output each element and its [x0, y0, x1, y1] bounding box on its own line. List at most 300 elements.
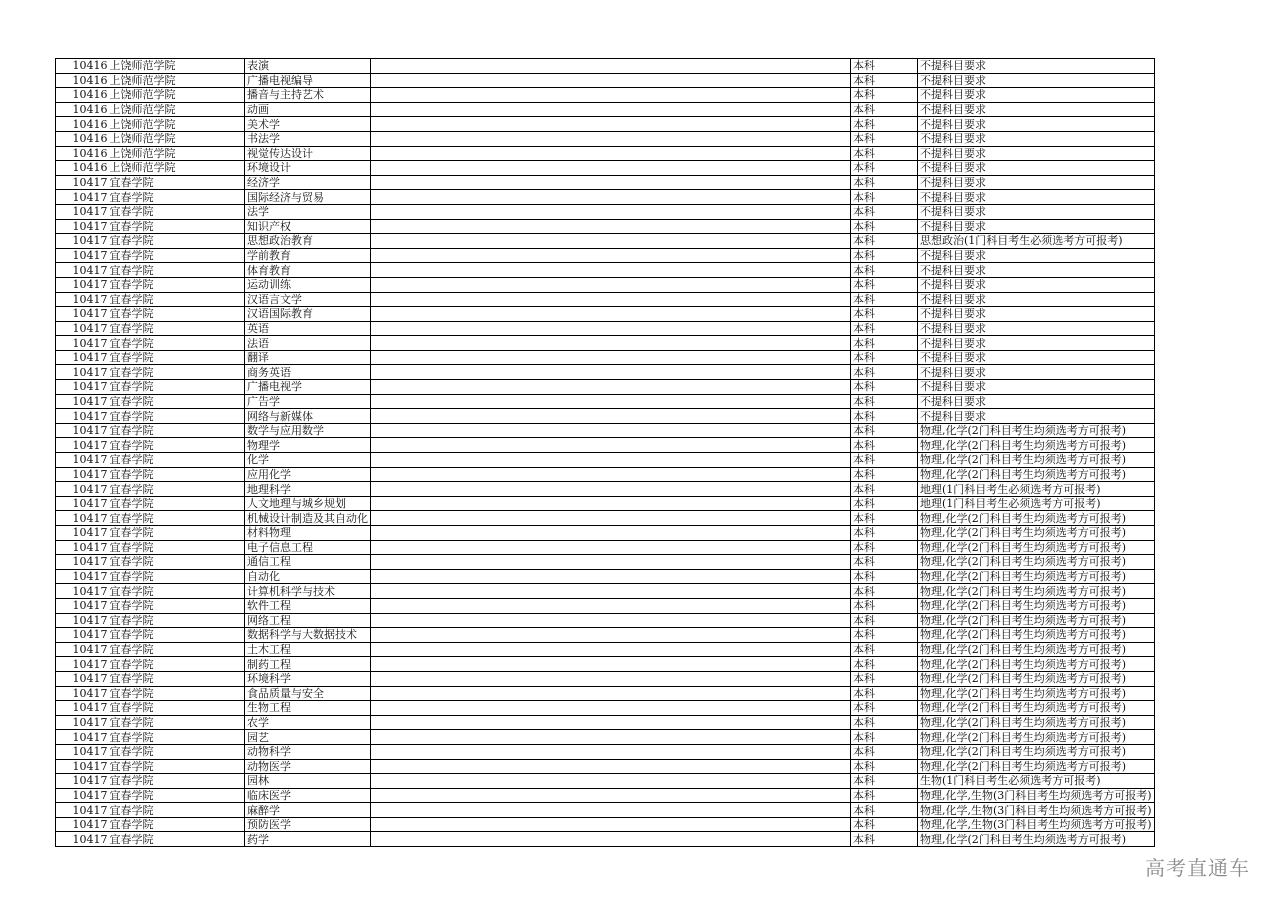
blank-cell: [371, 350, 851, 365]
blank-cell: [371, 598, 851, 613]
school-name-cell: 宜春学院: [109, 394, 245, 409]
subject-requirement-cell: 物理,化学(2门科目考生均须选考方可报考): [918, 423, 1155, 438]
education-level-cell: 本科: [851, 409, 918, 424]
table-row: [56, 161, 1155, 176]
blank-cell: [371, 511, 851, 526]
education-level-cell: 本科: [851, 759, 918, 774]
blank-cell: [371, 409, 851, 424]
major-name-cell: 美术学: [245, 117, 371, 132]
education-level-cell: 本科: [851, 219, 918, 234]
school-code-cell: 10417: [56, 774, 109, 789]
blank-cell: [371, 803, 851, 818]
subject-requirement-cell: 物理,化学(2门科目考生均须选考方可报考): [918, 453, 1155, 468]
subject-requirement-cell: 物理,化学(2门科目考生均须选考方可报考): [918, 555, 1155, 570]
blank-cell: [371, 671, 851, 686]
education-level-cell: 本科: [851, 117, 918, 132]
major-name-cell: 视觉传达设计: [245, 146, 371, 161]
table-row: [56, 438, 1155, 453]
subject-requirement-cell: 物理,化学(2门科目考生均须选考方可报考): [918, 701, 1155, 716]
major-name-cell: 临床医学: [245, 788, 371, 803]
school-name-cell: 宜春学院: [109, 292, 245, 307]
table-row: [56, 496, 1155, 511]
table-row: [56, 657, 1155, 672]
blank-cell: [371, 380, 851, 395]
blank-cell: [371, 131, 851, 146]
table-row: [56, 642, 1155, 657]
major-name-cell: 数据科学与大数据技术: [245, 628, 371, 643]
school-name-cell: 宜春学院: [109, 569, 245, 584]
school-code-cell: 10417: [56, 204, 109, 219]
school-code-cell: 10417: [56, 234, 109, 249]
school-name-cell: 上饶师范学院: [109, 117, 245, 132]
school-name-cell: 宜春学院: [109, 686, 245, 701]
blank-cell: [371, 496, 851, 511]
table-row: [56, 365, 1155, 380]
subject-requirement-cell: 物理,化学(2门科目考生均须选考方可报考): [918, 686, 1155, 701]
blank-cell: [371, 307, 851, 322]
blank-cell: [371, 628, 851, 643]
school-code-cell: 10417: [56, 336, 109, 351]
major-name-cell: 法语: [245, 336, 371, 351]
subject-requirement-cell: 思想政治(1门科目考生必须选考方可报考): [918, 234, 1155, 249]
subject-requirement-cell: 物理,化学(2门科目考生均须选考方可报考): [918, 715, 1155, 730]
blank-cell: [371, 759, 851, 774]
blank-cell: [371, 817, 851, 832]
education-level-cell: 本科: [851, 102, 918, 117]
school-code-cell: 10417: [56, 657, 109, 672]
school-name-cell: 宜春学院: [109, 832, 245, 847]
blank-cell: [371, 146, 851, 161]
major-name-cell: 人文地理与城乡规划: [245, 496, 371, 511]
table-row: [56, 175, 1155, 190]
school-code-cell: 10416: [56, 117, 109, 132]
school-code-cell: 10417: [56, 423, 109, 438]
school-name-cell: 宜春学院: [109, 277, 245, 292]
major-name-cell: 网络与新媒体: [245, 409, 371, 424]
watermark: 高考直通车: [1145, 856, 1250, 880]
blank-cell: [371, 394, 851, 409]
blank-cell: [371, 59, 851, 74]
subject-requirement-cell: 地理(1门科目考生必须选考方可报考): [918, 496, 1155, 511]
subject-requirement-cell: 不提科目要求: [918, 190, 1155, 205]
major-name-cell: 书法学: [245, 131, 371, 146]
education-level-cell: 本科: [851, 832, 918, 847]
school-code-cell: 10416: [56, 161, 109, 176]
table-row: [56, 540, 1155, 555]
school-code-cell: 10417: [56, 365, 109, 380]
school-code-cell: 10417: [56, 482, 109, 497]
major-name-cell: 化学: [245, 453, 371, 468]
school-code-cell: 10417: [56, 438, 109, 453]
education-level-cell: 本科: [851, 365, 918, 380]
blank-cell: [371, 555, 851, 570]
school-name-cell: 宜春学院: [109, 526, 245, 541]
table-row: [56, 569, 1155, 584]
major-name-cell: 运动训练: [245, 277, 371, 292]
subject-requirement-cell: 不提科目要求: [918, 248, 1155, 263]
subject-requirement-cell: 不提科目要求: [918, 131, 1155, 146]
blank-cell: [371, 248, 851, 263]
subject-requirement-cell: 不提科目要求: [918, 307, 1155, 322]
school-code-cell: 10417: [56, 175, 109, 190]
blank-cell: [371, 292, 851, 307]
education-level-cell: 本科: [851, 467, 918, 482]
subject-requirement-cell: 不提科目要求: [918, 175, 1155, 190]
table-row: [56, 307, 1155, 322]
school-code-cell: 10416: [56, 131, 109, 146]
subject-requirement-cell: 物理,化学(2门科目考生均须选考方可报考): [918, 511, 1155, 526]
school-code-cell: 10417: [56, 350, 109, 365]
school-name-cell: 宜春学院: [109, 438, 245, 453]
school-name-cell: 宜春学院: [109, 496, 245, 511]
subject-requirement-cell: 物理,化学(2门科目考生均须选考方可报考): [918, 438, 1155, 453]
subject-requirement-cell: 不提科目要求: [918, 219, 1155, 234]
major-name-cell: 麻醉学: [245, 803, 371, 818]
blank-cell: [371, 336, 851, 351]
table-row: [56, 715, 1155, 730]
table-row: [56, 613, 1155, 628]
major-name-cell: 材料物理: [245, 526, 371, 541]
school-name-cell: 宜春学院: [109, 234, 245, 249]
major-name-cell: 汉语国际教育: [245, 307, 371, 322]
blank-cell: [371, 102, 851, 117]
major-name-cell: 动物医学: [245, 759, 371, 774]
school-name-cell: 宜春学院: [109, 365, 245, 380]
education-level-cell: 本科: [851, 555, 918, 570]
major-name-cell: 应用化学: [245, 467, 371, 482]
subject-requirement-cell: 地理(1门科目考生必须选考方可报考): [918, 482, 1155, 497]
school-name-cell: 宜春学院: [109, 409, 245, 424]
subject-requirement-cell: 不提科目要求: [918, 263, 1155, 278]
school-code-cell: 10417: [56, 788, 109, 803]
school-code-cell: 10416: [56, 59, 109, 74]
major-name-cell: 环境科学: [245, 671, 371, 686]
subject-requirement-cell: 不提科目要求: [918, 394, 1155, 409]
school-name-cell: 宜春学院: [109, 219, 245, 234]
school-name-cell: 宜春学院: [109, 540, 245, 555]
blank-cell: [371, 832, 851, 847]
subject-requirement-cell: 物理,化学,生物(3门科目考生均须选考方可报考): [918, 817, 1155, 832]
subject-requirement-cell: 物理,化学(2门科目考生均须选考方可报考): [918, 584, 1155, 599]
blank-cell: [371, 730, 851, 745]
blank-cell: [371, 715, 851, 730]
table-row: [56, 190, 1155, 205]
major-name-cell: 通信工程: [245, 555, 371, 570]
education-level-cell: 本科: [851, 774, 918, 789]
table-row: [56, 803, 1155, 818]
major-name-cell: 商务英语: [245, 365, 371, 380]
school-name-cell: 宜春学院: [109, 482, 245, 497]
school-name-cell: 宜春学院: [109, 671, 245, 686]
school-name-cell: 宜春学院: [109, 759, 245, 774]
school-name-cell: 宜春学院: [109, 307, 245, 322]
school-name-cell: 宜春学院: [109, 423, 245, 438]
table-row: [56, 671, 1155, 686]
school-code-cell: 10417: [56, 380, 109, 395]
subject-requirement-cell: 不提科目要求: [918, 88, 1155, 103]
blank-cell: [371, 175, 851, 190]
education-level-cell: 本科: [851, 482, 918, 497]
school-name-cell: 宜春学院: [109, 204, 245, 219]
blank-cell: [371, 219, 851, 234]
school-name-cell: 上饶师范学院: [109, 59, 245, 74]
school-code-cell: 10417: [56, 642, 109, 657]
education-level-cell: 本科: [851, 598, 918, 613]
education-level-cell: 本科: [851, 234, 918, 249]
school-code-cell: 10417: [56, 701, 109, 716]
education-level-cell: 本科: [851, 73, 918, 88]
school-code-cell: 10417: [56, 598, 109, 613]
subject-requirement-cell: 不提科目要求: [918, 292, 1155, 307]
major-name-cell: 自动化: [245, 569, 371, 584]
education-level-cell: 本科: [851, 394, 918, 409]
school-code-cell: 10417: [56, 555, 109, 570]
education-level-cell: 本科: [851, 248, 918, 263]
major-name-cell: 国际经济与贸易: [245, 190, 371, 205]
table-row: [56, 350, 1155, 365]
school-code-cell: 10417: [56, 759, 109, 774]
school-code-cell: 10417: [56, 817, 109, 832]
blank-cell: [371, 453, 851, 468]
major-name-cell: 播音与主持艺术: [245, 88, 371, 103]
major-name-cell: 体育教育: [245, 263, 371, 278]
blank-cell: [371, 744, 851, 759]
table-row: [56, 292, 1155, 307]
major-name-cell: 生物工程: [245, 701, 371, 716]
subject-requirement-cell: 物理,化学(2门科目考生均须选考方可报考): [918, 613, 1155, 628]
blank-cell: [371, 701, 851, 716]
school-name-cell: 宜春学院: [109, 511, 245, 526]
major-name-cell: 经济学: [245, 175, 371, 190]
subject-requirement-cell: 不提科目要求: [918, 350, 1155, 365]
school-code-cell: 10416: [56, 146, 109, 161]
major-name-cell: 软件工程: [245, 598, 371, 613]
blank-cell: [371, 204, 851, 219]
school-code-cell: 10417: [56, 613, 109, 628]
school-code-cell: 10417: [56, 744, 109, 759]
school-code-cell: 10417: [56, 307, 109, 322]
education-level-cell: 本科: [851, 511, 918, 526]
subject-requirement-cell: 物理,化学(2门科目考生均须选考方可报考): [918, 657, 1155, 672]
subject-requirement-cell: 不提科目要求: [918, 277, 1155, 292]
school-code-cell: 10417: [56, 803, 109, 818]
school-name-cell: 上饶师范学院: [109, 131, 245, 146]
education-level-cell: 本科: [851, 161, 918, 176]
education-level-cell: 本科: [851, 715, 918, 730]
subject-requirement-cell: 物理,化学,生物(3门科目考生均须选考方可报考): [918, 803, 1155, 818]
blank-cell: [371, 321, 851, 336]
school-code-cell: 10417: [56, 686, 109, 701]
education-level-cell: 本科: [851, 423, 918, 438]
education-level-cell: 本科: [851, 131, 918, 146]
major-name-cell: 广播电视编导: [245, 73, 371, 88]
school-name-cell: 宜春学院: [109, 584, 245, 599]
education-level-cell: 本科: [851, 584, 918, 599]
subject-requirement-cell: 物理,化学(2门科目考生均须选考方可报考): [918, 628, 1155, 643]
school-name-cell: 宜春学院: [109, 642, 245, 657]
school-name-cell: 宜春学院: [109, 628, 245, 643]
school-name-cell: 上饶师范学院: [109, 102, 245, 117]
school-name-cell: 宜春学院: [109, 817, 245, 832]
education-level-cell: 本科: [851, 321, 918, 336]
table-row: [56, 686, 1155, 701]
education-level-cell: 本科: [851, 817, 918, 832]
major-name-cell: 数学与应用数学: [245, 423, 371, 438]
major-name-cell: 园林: [245, 774, 371, 789]
school-code-cell: 10417: [56, 540, 109, 555]
subject-requirement-cell: 生物(1门科目考生必须选考方可报考): [918, 774, 1155, 789]
blank-cell: [371, 584, 851, 599]
blank-cell: [371, 88, 851, 103]
school-code-cell: 10416: [56, 88, 109, 103]
blank-cell: [371, 657, 851, 672]
table-row: [56, 394, 1155, 409]
school-code-cell: 10417: [56, 730, 109, 745]
school-name-cell: 宜春学院: [109, 555, 245, 570]
education-level-cell: 本科: [851, 496, 918, 511]
subject-requirement-cell: 不提科目要求: [918, 321, 1155, 336]
education-level-cell: 本科: [851, 453, 918, 468]
education-level-cell: 本科: [851, 307, 918, 322]
subject-requirement-cell: 物理,化学(2门科目考生均须选考方可报考): [918, 832, 1155, 847]
table-row: [56, 511, 1155, 526]
school-code-cell: 10417: [56, 409, 109, 424]
major-name-cell: 网络工程: [245, 613, 371, 628]
major-name-cell: 机械设计制造及其自动化: [245, 511, 371, 526]
table-row: [56, 102, 1155, 117]
school-code-cell: 10417: [56, 569, 109, 584]
education-level-cell: 本科: [851, 292, 918, 307]
major-name-cell: 制药工程: [245, 657, 371, 672]
blank-cell: [371, 438, 851, 453]
education-level-cell: 本科: [851, 59, 918, 74]
table-row: [56, 744, 1155, 759]
blank-cell: [371, 482, 851, 497]
education-level-cell: 本科: [851, 438, 918, 453]
subject-requirement-cell: 物理,化学(2门科目考生均须选考方可报考): [918, 540, 1155, 555]
table-row: [56, 234, 1155, 249]
blank-cell: [371, 613, 851, 628]
education-level-cell: 本科: [851, 175, 918, 190]
school-code-cell: 10416: [56, 73, 109, 88]
school-code-cell: 10417: [56, 277, 109, 292]
subject-requirement-cell: 物理,化学(2门科目考生均须选考方可报考): [918, 642, 1155, 657]
major-name-cell: 园艺: [245, 730, 371, 745]
education-level-cell: 本科: [851, 190, 918, 205]
school-code-cell: 10417: [56, 453, 109, 468]
major-name-cell: 汉语言文学: [245, 292, 371, 307]
subject-requirement-cell: 物理,化学(2门科目考生均须选考方可报考): [918, 759, 1155, 774]
school-code-cell: 10417: [56, 248, 109, 263]
education-level-cell: 本科: [851, 657, 918, 672]
subject-requirements-table: [55, 58, 1155, 847]
table-row: [56, 482, 1155, 497]
school-code-cell: 10417: [56, 190, 109, 205]
subject-requirement-cell: 不提科目要求: [918, 365, 1155, 380]
table-row: [56, 817, 1155, 832]
school-code-cell: 10417: [56, 467, 109, 482]
blank-cell: [371, 277, 851, 292]
education-level-cell: 本科: [851, 701, 918, 716]
table-row: [56, 321, 1155, 336]
subject-requirement-cell: 不提科目要求: [918, 73, 1155, 88]
table-row: [56, 584, 1155, 599]
table-row: [56, 219, 1155, 234]
education-level-cell: 本科: [851, 671, 918, 686]
table-row: [56, 788, 1155, 803]
school-name-cell: 宜春学院: [109, 263, 245, 278]
subject-requirement-cell: 物理,化学,生物(3门科目考生均须选考方可报考): [918, 788, 1155, 803]
subject-requirement-cell: 不提科目要求: [918, 117, 1155, 132]
school-code-cell: 10417: [56, 584, 109, 599]
major-name-cell: 思想政治教育: [245, 234, 371, 249]
table-row: [56, 774, 1155, 789]
blank-cell: [371, 526, 851, 541]
subject-requirement-cell: 不提科目要求: [918, 59, 1155, 74]
school-name-cell: 宜春学院: [109, 175, 245, 190]
subject-requirement-cell: 物理,化学(2门科目考生均须选考方可报考): [918, 744, 1155, 759]
table-row: [56, 555, 1155, 570]
major-name-cell: 广播电视学: [245, 380, 371, 395]
table-row: [56, 146, 1155, 161]
school-name-cell: 宜春学院: [109, 657, 245, 672]
education-level-cell: 本科: [851, 686, 918, 701]
table-row: [56, 380, 1155, 395]
education-level-cell: 本科: [851, 642, 918, 657]
school-code-cell: 10417: [56, 496, 109, 511]
table-row: [56, 117, 1155, 132]
major-name-cell: 物理学: [245, 438, 371, 453]
table-row: [56, 88, 1155, 103]
school-name-cell: 上饶师范学院: [109, 161, 245, 176]
table-row: [56, 526, 1155, 541]
blank-cell: [371, 423, 851, 438]
subject-requirement-cell: 物理,化学(2门科目考生均须选考方可报考): [918, 569, 1155, 584]
table-row: [56, 701, 1155, 716]
school-name-cell: 宜春学院: [109, 380, 245, 395]
table-row: [56, 832, 1155, 847]
major-name-cell: 学前教育: [245, 248, 371, 263]
table-row: [56, 248, 1155, 263]
blank-cell: [371, 365, 851, 380]
subject-requirement-cell: 不提科目要求: [918, 102, 1155, 117]
blank-cell: [371, 161, 851, 176]
education-level-cell: 本科: [851, 336, 918, 351]
education-level-cell: 本科: [851, 277, 918, 292]
blank-cell: [371, 117, 851, 132]
major-name-cell: 环境设计: [245, 161, 371, 176]
major-name-cell: 农学: [245, 715, 371, 730]
subject-requirement-cell: 物理,化学(2门科目考生均须选考方可报考): [918, 467, 1155, 482]
table-row: [56, 263, 1155, 278]
subject-requirement-cell: 物理,化学(2门科目考生均须选考方可报考): [918, 598, 1155, 613]
blank-cell: [371, 467, 851, 482]
major-name-cell: 动画: [245, 102, 371, 117]
table-row: [56, 730, 1155, 745]
table-row: [56, 598, 1155, 613]
school-name-cell: 宜春学院: [109, 453, 245, 468]
blank-cell: [371, 788, 851, 803]
table-row: [56, 409, 1155, 424]
table-row: [56, 336, 1155, 351]
school-code-cell: 10417: [56, 511, 109, 526]
school-name-cell: 宜春学院: [109, 467, 245, 482]
school-name-cell: 宜春学院: [109, 774, 245, 789]
major-name-cell: 药学: [245, 832, 371, 847]
table-row: [56, 453, 1155, 468]
school-code-cell: 10416: [56, 102, 109, 117]
school-code-cell: 10417: [56, 671, 109, 686]
